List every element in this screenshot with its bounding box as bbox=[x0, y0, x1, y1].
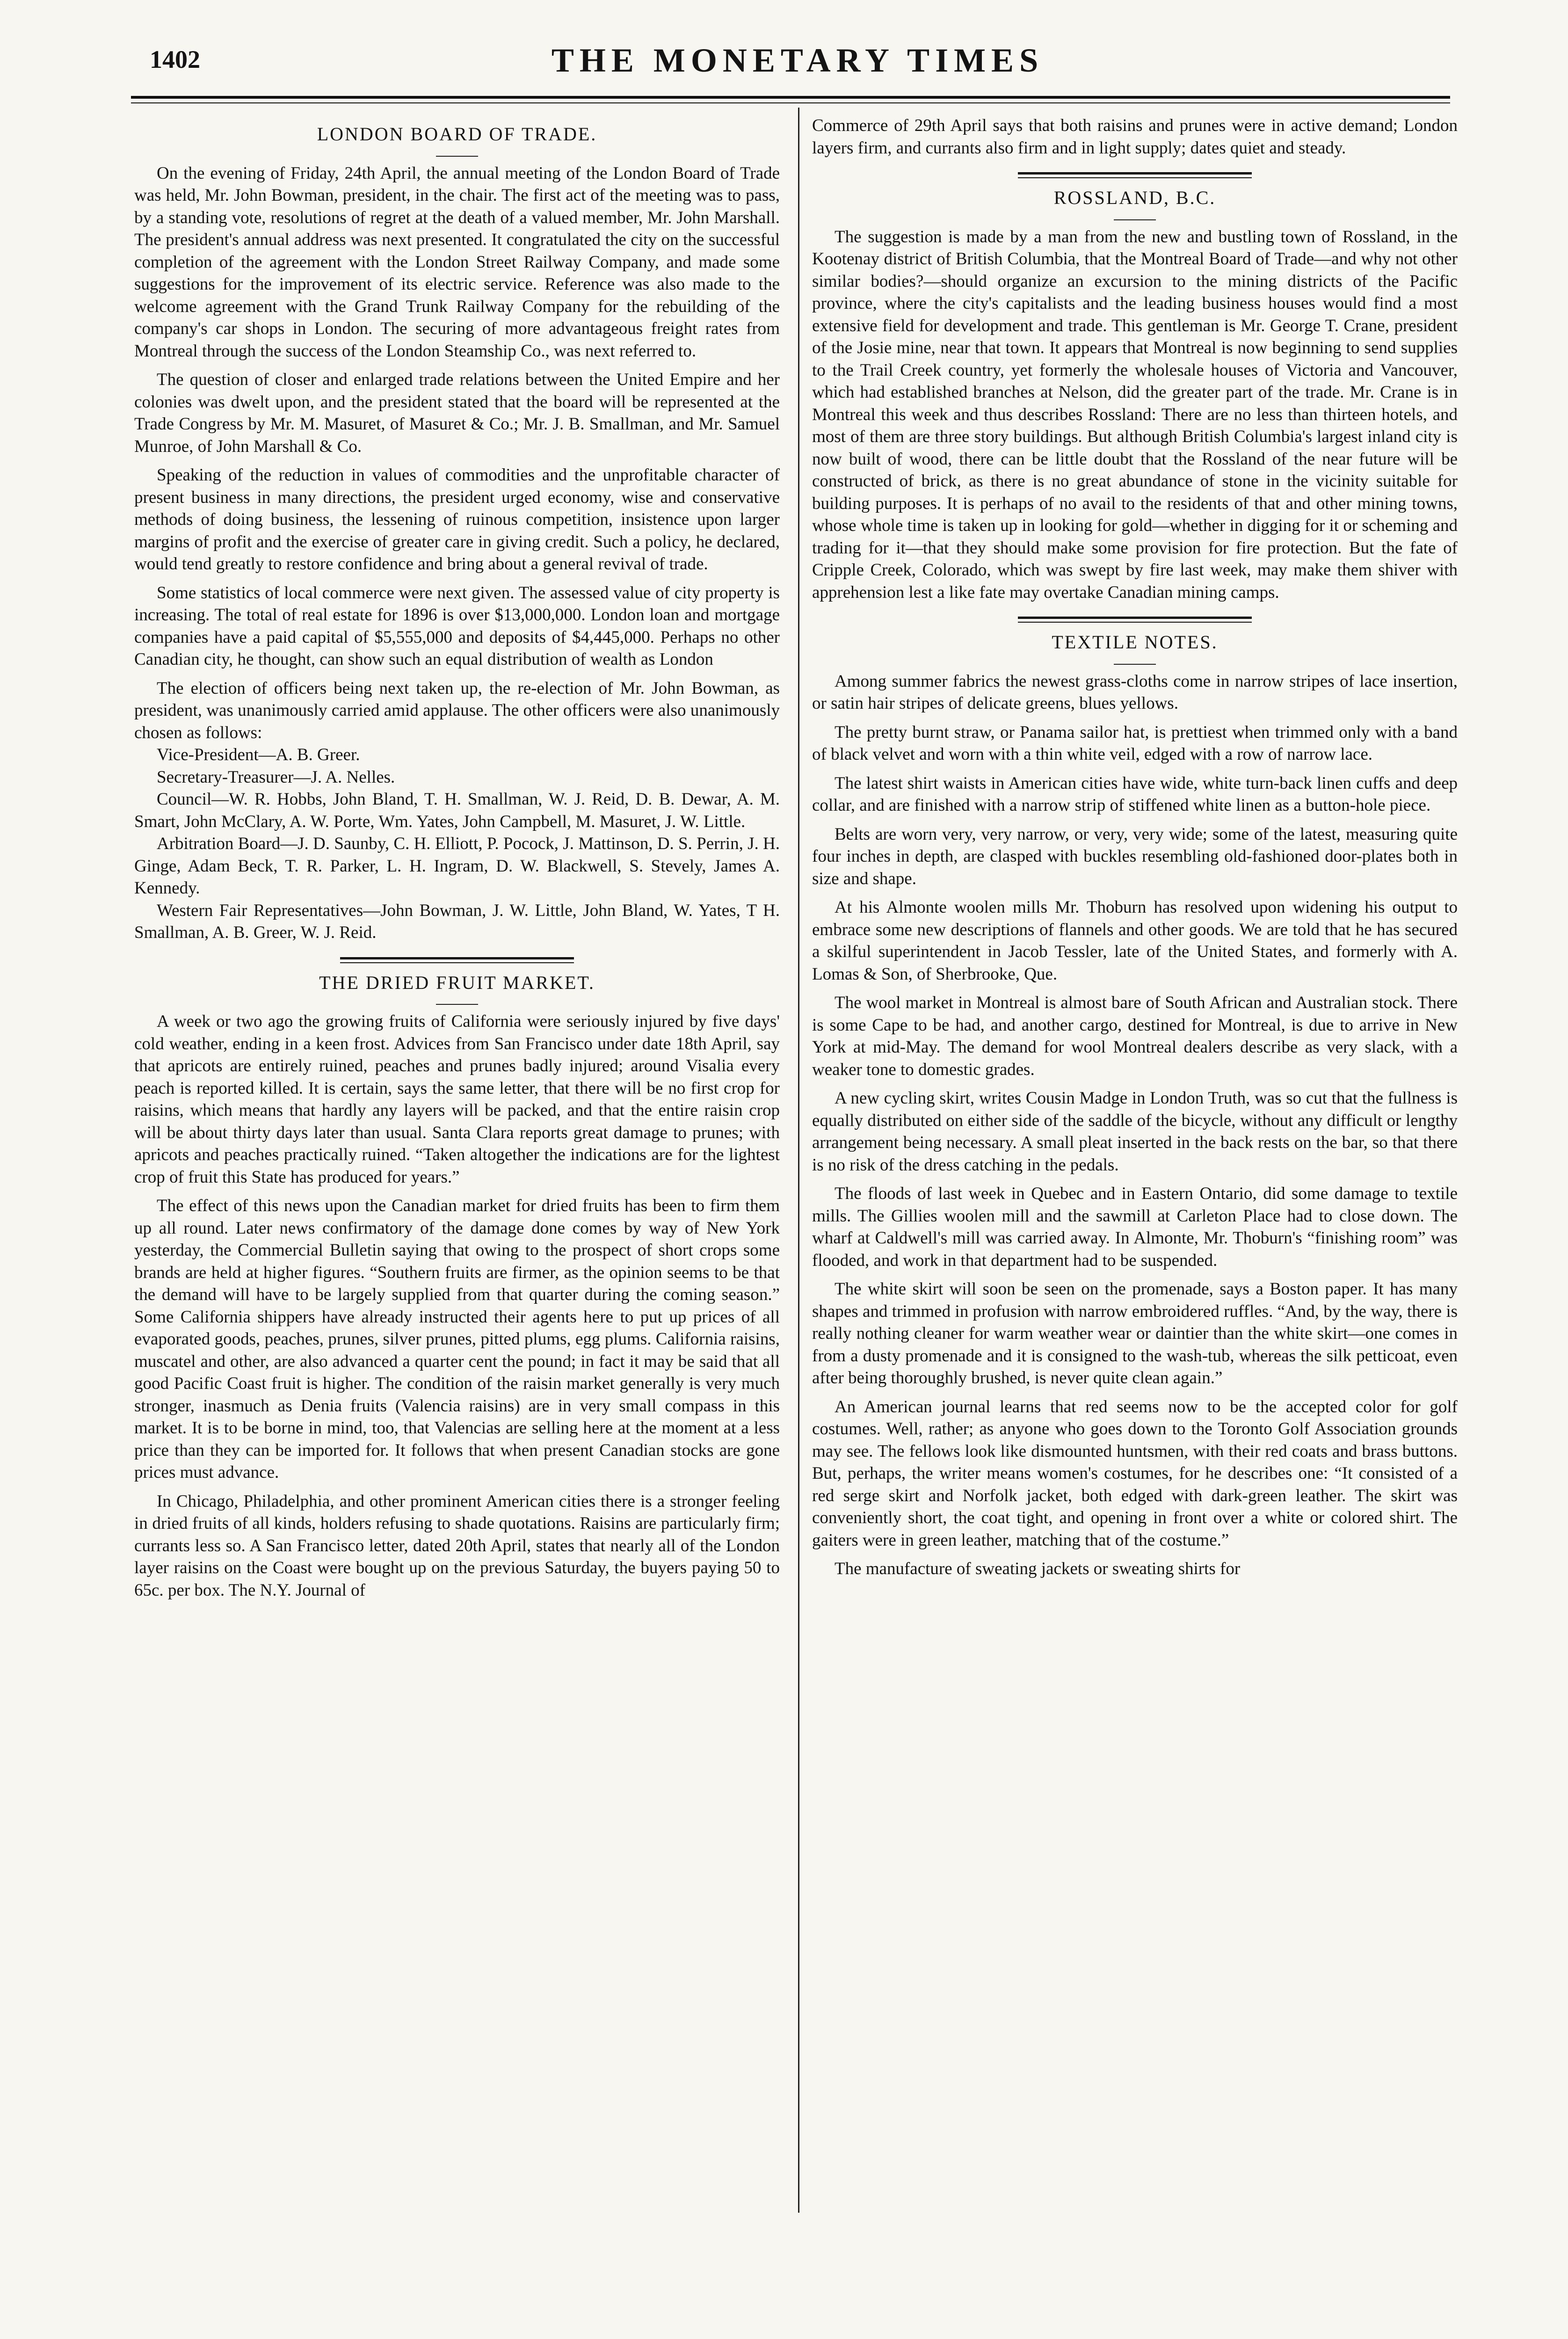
masthead-title: THE MONETARY TIMES bbox=[551, 42, 1044, 79]
article-paragraph: Some statistics of local commerce were next given. The assessed value of city property is increasing. The total of real estate for 1896 is over $13,000,000. London loan and mortgage companies have a paid capital of $5,555,000 and deposits of $4,445,000. Perhaps no other Canadian city, he thought, can show such an equal distribution of wealth as London bbox=[134, 583, 780, 669]
section-separator bbox=[340, 957, 574, 963]
article-paragraph: The wool market in Montreal is almost bare of South African and Australian stock. There is some Cape to be had, and another cargo, destined for Montreal, is due to arrive in New York at mid-May. The demand for wool Montreal dealers describe as very slack, with a weaker tone to domestic grades. bbox=[812, 993, 1458, 1079]
article-rossland bbox=[812, 187, 1458, 603]
article-paragraph: The white skirt will soon be seen on the promenade, says a Boston paper. It has many shapes and trimmed in profusion with narrow embroidered ruffles. “And, by the way, there is really nothing cleaner for warm weather wear or daintier than the white skirt—one comes in from a dusty promenade and it is consigned to the wash-tub, whereas the silk petticoat, even after being thoroughly brushed, is never quite clean again.” bbox=[812, 1279, 1458, 1387]
masthead-rule bbox=[131, 96, 1450, 103]
officer-list-item: Secretary-Treasurer—J. A. Nelles. bbox=[157, 767, 395, 787]
article-paragraph: The pretty burnt straw, or Panama sailor hat, is prettiest when trimmed only with a band of black velvet and worn with a thin white veil, edged with a row of narrow lace. bbox=[812, 722, 1458, 764]
article-paragraph: The question of closer and enlarged trade relations between the United Empire and her colonies was dwelt upon, and the president stated that the board will be represented at the Trade Congress by Mr. M. Masuret, of Masuret & Co.; Mr. J. B. Smallman, and Mr. Samuel Munroe, of John Marshall & Co. bbox=[134, 370, 780, 456]
article-paragraph: The effect of this news upon the Canadian market for dried fruits has been to firm them up all round. Later news confirmatory of the damage done comes by way of New York yesterday, the Commercial Bulletin saying that owing to the prospect of short crops some brands are held at higher figures. “Southern fruits are firmer, as the opinion seems to be that the demand will have to be largely supplied from that quarter during the coming season.” Some California shippers have already instructed their agents here to put up prices of all evaporated goods, peaches, prunes, silver prunes, pitted plums, egg plums. California raisins, muscatel and other, are also advanced a quarter cent the pound; in fact it may be said that all good Pacific Coast fruit is higher. The condition of the raisin market generally is very much stronger, inasmuch as Denia fruits (Valencia raisins) are in very small compass in this market. It is to be borne in mind, too, that Valencias are selling here at the moment at a less price than they can be imported for. It follows that when present Canadian stocks are gone prices must advance. bbox=[134, 1196, 780, 1482]
officer-list-item: Council—W. R. Hobbs, John Bland, T. H. Smallman, W. J. Reid, D. B. Dewar, A. M. Smart, John McClary, A. W. Porte, Wm. Yates, John Campbell, M. Masuret, J. W. Little. bbox=[134, 790, 780, 831]
heading-rule bbox=[436, 1004, 478, 1005]
article-heading: TEXTILE NOTES. bbox=[1052, 632, 1218, 653]
article-paragraph: The floods of last week in Quebec and in Eastern Ontario, did some damage to textile mills. The Gillies woolen mill and the sawmill at Carleton Place had to close down. The wharf at Caldwell's mill was carried away. In Almonte, Mr. Thoburn's “finishing room” was flooded, and work in that department had to be suspended. bbox=[812, 1184, 1458, 1270]
article-heading: ROSSLAND, B.C. bbox=[1053, 187, 1216, 208]
heading-rule bbox=[1114, 664, 1156, 665]
article-paragraph: Belts are worn very, very narrow, or very, very wide; some of the latest, measuring quite four inches in depth, are clasped with buckles resembling old-fashioned door-plates both in size and shape. bbox=[812, 824, 1458, 888]
article-paragraph: An American journal learns that red seems now to be the accepted color for golf costumes. Well, rather; as anyone who goes down to the Toronto Golf Association grounds may see. The fellows look like dismounted huntsmen, with their red coats and brass buttons. But, perhaps, the writer means women's costumes, for he describes one: “It consisted of a red serge skirt and Norfolk jacket, both edged with dark-green leather. The skirt was conveniently short, the coat tight, and opening in front over a white or colored shirt. The gaiters were in green leather, matching that of the costume.” bbox=[812, 1397, 1458, 1550]
officer-list-item: Arbitration Board—J. D. Saunby, C. H. Elliott, P. Pocock, J. Mattinson, D. S. Perrin, J. H. Ginge, Adam Beck, T. R. Parker, L. H. Ingram, D. W. Blackwell, S. Stevely, James A. Kennedy. bbox=[134, 834, 780, 898]
left-column bbox=[134, 115, 780, 1608]
article-paragraph: The election of officers being next taken up, the re-election of Mr. John Bowman, as president, was unanimously carried amid applause. The other officers were also unanimously chosen as follows: bbox=[134, 678, 780, 742]
article-heading: LONDON BOARD OF TRADE. bbox=[317, 123, 597, 145]
article-paragraph: In Chicago, Philadelphia, and other prominent American cities there is a stronger feeling in dried fruits of all kinds, holders refusing to shade quotations. Raisins are particularly firm; currants less so. A San Francisco letter, dated 20th April, states that nearly all of the London layer raisins on the Coast were bought up on the previous Saturday, the buyers paying 50 to 65c. per box. The N.Y. Journal of bbox=[134, 1491, 780, 1600]
article-paragraph: At his Almonte woolen mills Mr. Thoburn has resolved upon widening his output to embrace some new descriptions of flannels and other goods. We are told that he has secured a skilful superintendent in Jacob Tessler, late of the United States, and formerly with A. Lomas & Son, of Sherbrooke, Que. bbox=[812, 898, 1458, 984]
article-paragraph: The manufacture of sweating jackets or sweating shirts for bbox=[835, 1559, 1241, 1578]
article-textile-notes bbox=[812, 631, 1458, 1580]
article-paragraph: Speaking of the reduction in values of commodities and the unprofitable character of present business in many directions, the president urged economy, wise and conservative methods of doing business, the lessening of ruinous competition, insistence upon larger margins of profit and the exercise of greater care in giving credit. Such a policy, he declared, would tend greatly to restore confidence and bring about a general revival of trade. bbox=[134, 465, 780, 574]
article-paragraph: A week or two ago the growing fruits of California were seriously injured by five days' cold weather, ending in a keen frost. Advices from San Francisco under date 18th April, say that apricots are entirely ruined, peaches and prunes badly injured; around Visalia every peach is reported killed. It is certain, says the same letter, that there will be no first crop for raisins, which means that hardly any layers will be packed, and that the entire raisin crop will be about thirty days later than usual. Santa Clara reports great damage to prunes; with apricots and peaches practically ruined. “Taken altogether the indications are for the lightest crop of fruit this State has produced for years.” bbox=[134, 1012, 780, 1187]
article-paragraph: The latest shirt waists in American cities have wide, white turn-back linen cuffs and deep collar, and are finished with a narrow strip of stiffened white linen as a button-hole piece. bbox=[812, 773, 1458, 815]
article-dried-fruit-market bbox=[134, 972, 780, 1602]
continued-paragraph: Commerce of 29th April says that both raisins and prunes were in active demand; London layers firm, and currants also firm and in light supply; dates quiet and steady. bbox=[812, 116, 1458, 158]
column-divider bbox=[798, 108, 799, 2213]
heading-rule bbox=[436, 156, 478, 157]
article-heading: THE DRIED FRUIT MARKET. bbox=[319, 972, 595, 993]
right-column bbox=[812, 115, 1458, 1587]
article-paragraph: Among summer fabrics the newest grass-cloths come in narrow stripes of lace insertion, or satin hair stripes of delicate greens, blues yellows. bbox=[812, 671, 1458, 713]
officer-list-item: Western Fair Representatives—John Bowman, J. W. Little, John Bland, W. Yates, T H. Smallman, A. B. Greer, W. J. Reid. bbox=[134, 901, 780, 942]
heading-rule bbox=[1114, 219, 1156, 220]
article-paragraph: On the evening of Friday, 24th April, the annual meeting of the London Board of Trade was held, Mr. John Bowman, president, in the chair. The first act of the meeting was to pass, by a standing vote, resolutions of regret at the death of a valued member, Mr. John Marshall. The president's annual address was next presented. It congratulated the city on the successful completion of the agreement with the London Street Railway Company, and made some suggestions for the improvement of its electric service. Reference was also made to the welcome agreement with the Grand Trunk Railway Company for the rebuilding of the company's car shops in London. The securing of more advantageous freight rates from Montreal through the success of the London Steamship Co., was next referred to. bbox=[134, 163, 780, 361]
article-paragraph: A new cycling skirt, writes Cousin Madge in London Truth, was so cut that the fullness is equally distributed on either side of the saddle of the bicycle, without any difficult or lengthy arrangement being necessary. A small pleat inserted in the back rests on the bar, so that there is no risk of the dress catching in the pedals. bbox=[812, 1089, 1458, 1175]
section-separator bbox=[1018, 617, 1252, 623]
article-london-board-of-trade bbox=[134, 123, 780, 944]
section-separator bbox=[1018, 172, 1252, 178]
page-number: 1402 bbox=[150, 45, 200, 73]
article-paragraph: The suggestion is made by a man from the new and bustling town of Rossland, in the Kootenay district of British Columbia, that the Montreal Board of Trade—and why not other similar bodies?—should organize an excursion to the mining districts of the Pacific province, where the city's capitalists and the leading business houses would find a most extensive field for development and trade. This gentleman is Mr. George T. Crane, president of the Josie mine, near that town. It appears that Montreal is now beginning to send supplies to the Trail Creek country, yet formerly the wholesale houses of Victoria and Vancouver, which had established branches at Nelson, did the greater part of the trade. Mr. Crane is in Montreal this week and thus describes Rossland: There are no less than thirteen hotels, and most of them are three story buildings. But although British Columbia's largest inland city is now built of wood, there can be little doubt that the Rossland of the near future will be constructed of brick, as there is no great abundance of stone in the vicinity suitable for building purposes. It is perhaps of no avail to the residents of that and other mining towns, whose whole time is taken up in looking for gold—whether in digging for it or scheming and trading for it—that they should make some provision for fire protection. But the fate of Cripple Creek, Colorado, which was swept by fire last week, may make them shiver with apprehension lest a like fate may overtake Canadian mining camps. bbox=[812, 227, 1458, 602]
officer-list-item: Vice-President—A. B. Greer. bbox=[157, 745, 360, 764]
